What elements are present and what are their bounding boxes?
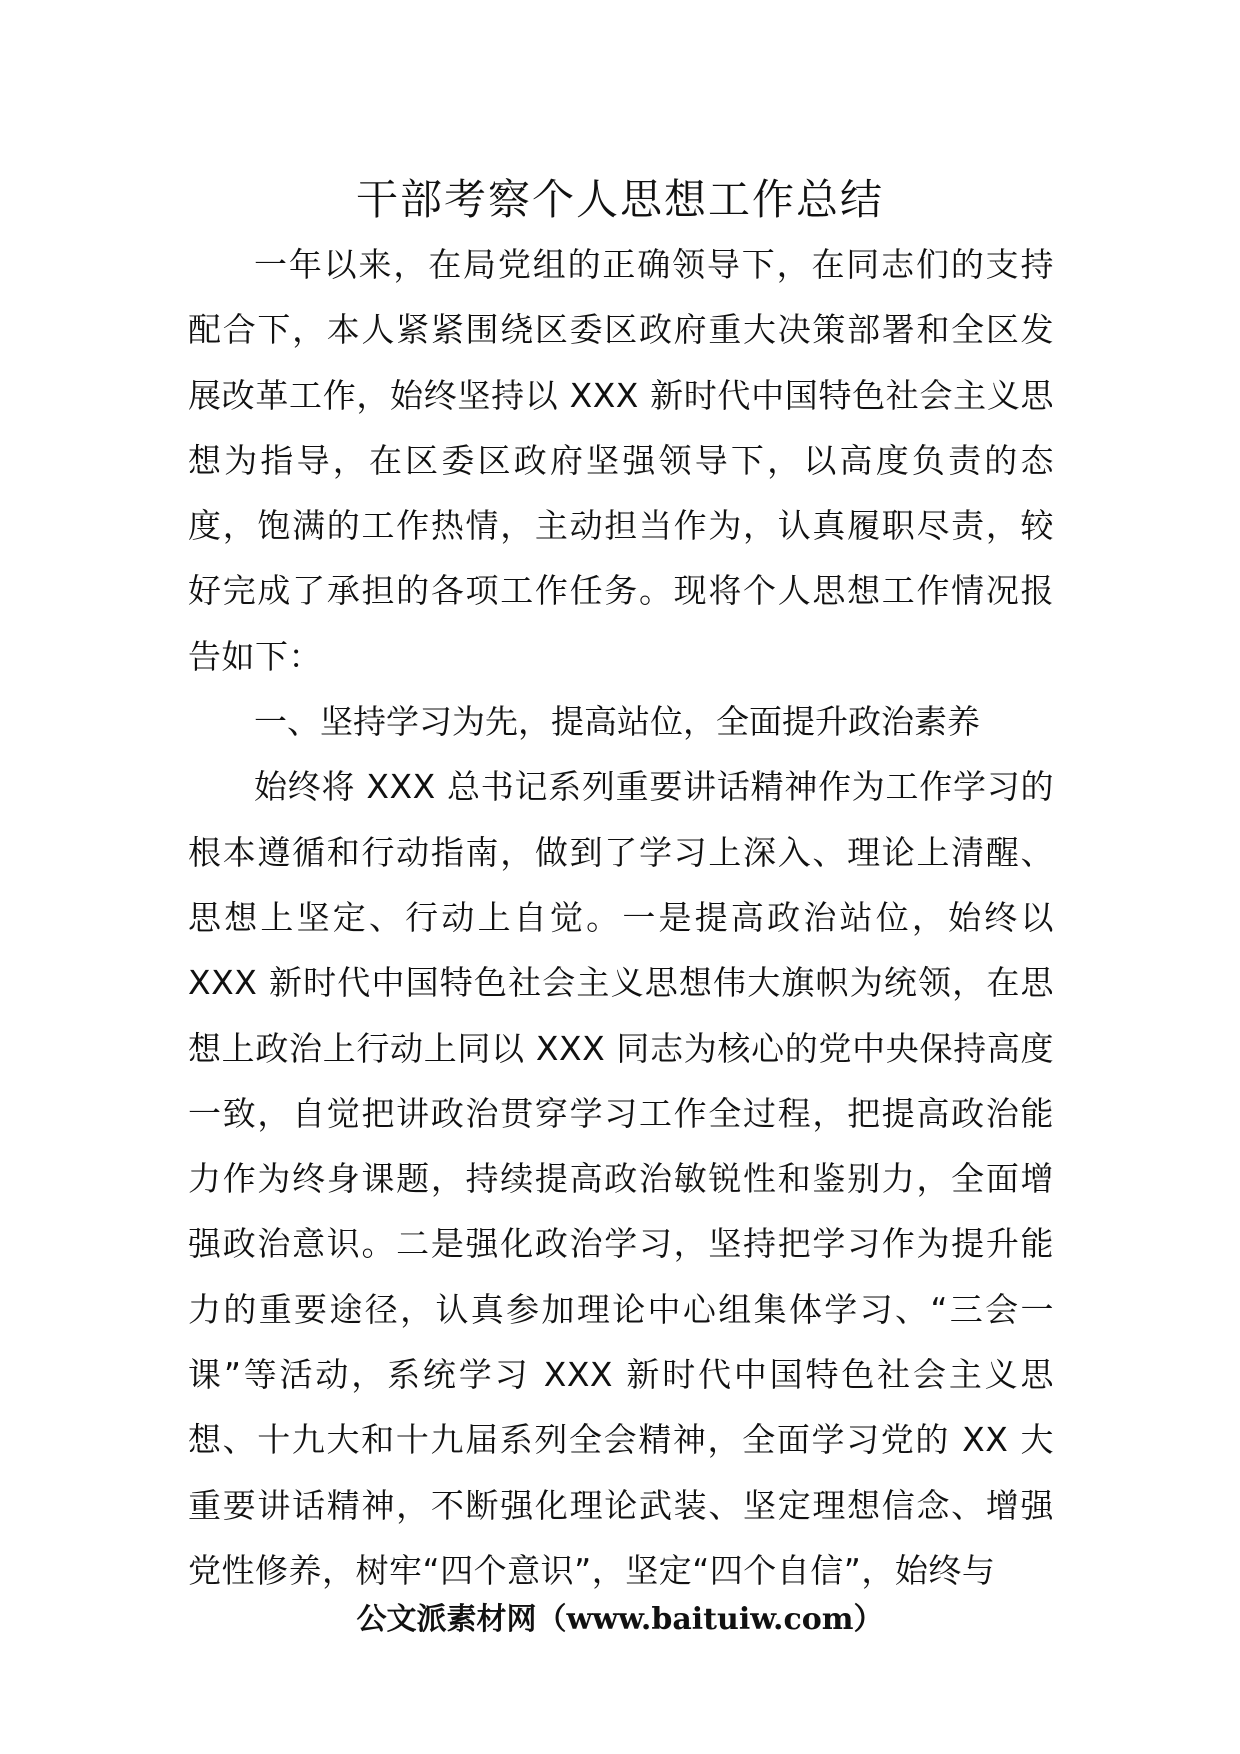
intro-paragraph: 一年以来，在局党组的正确领导下，在同志们的支持配合下，本人紧紧围绕区委区政府重大决策部署和全区发展改革工作，始终坚持以 XXX 新时代中国特色社会主义思想为指导，在区委区政府坚强领导下，以高度负责的态度，饱满的工作热情，主动担当作为，认真履职尽责，较好完成了承担的各项工作任务。现将个人思想工作情况报告如下： <box>188 245 1054 676</box>
section-heading-1: 一、坚持学习为先，提高站位，全面提升政治素养 <box>254 702 980 742</box>
footer-watermark: 公文派素材网（www.baituiw.com） <box>356 1602 884 1637</box>
section-1-paragraph: 始终将 XXX 总书记系列重要讲话精神作为工作学习的根本遵循和行动指南，做到了学习上深入、理论上清醒、思想上坚定、行动上自觉。一是提高政治站位，始终以 XXX 新时代中国特色社会主义思想伟大旗帜为统领，在思想上政治上行动上同以 XXX 同志为核心的党中央保持高度一致，自觉把讲政治贯穿学习工作全过程，把提高政治能力作为终身课题，持续提高政治敏锐性和鉴别力，全面增强政治意识。二是强化政治学习，坚持把学习作为提升能力的重要途径，认真参加理论中心组集体学习、“三会一课”等活动，系统学习 XXX 新时代中国特色社会主义思想、十九大和十九届系列全会精神，全面学习党的 XX 大重要讲话精神，不断强化理论武装、坚定理想信念、增强党性修养，树牢“四个意识”，坚定“四个自信”，始终与 <box>188 767 1054 1590</box>
document-body <box>188 232 1054 1603</box>
document-title: 干部考察个人思想工作总结 <box>355 175 884 224</box>
